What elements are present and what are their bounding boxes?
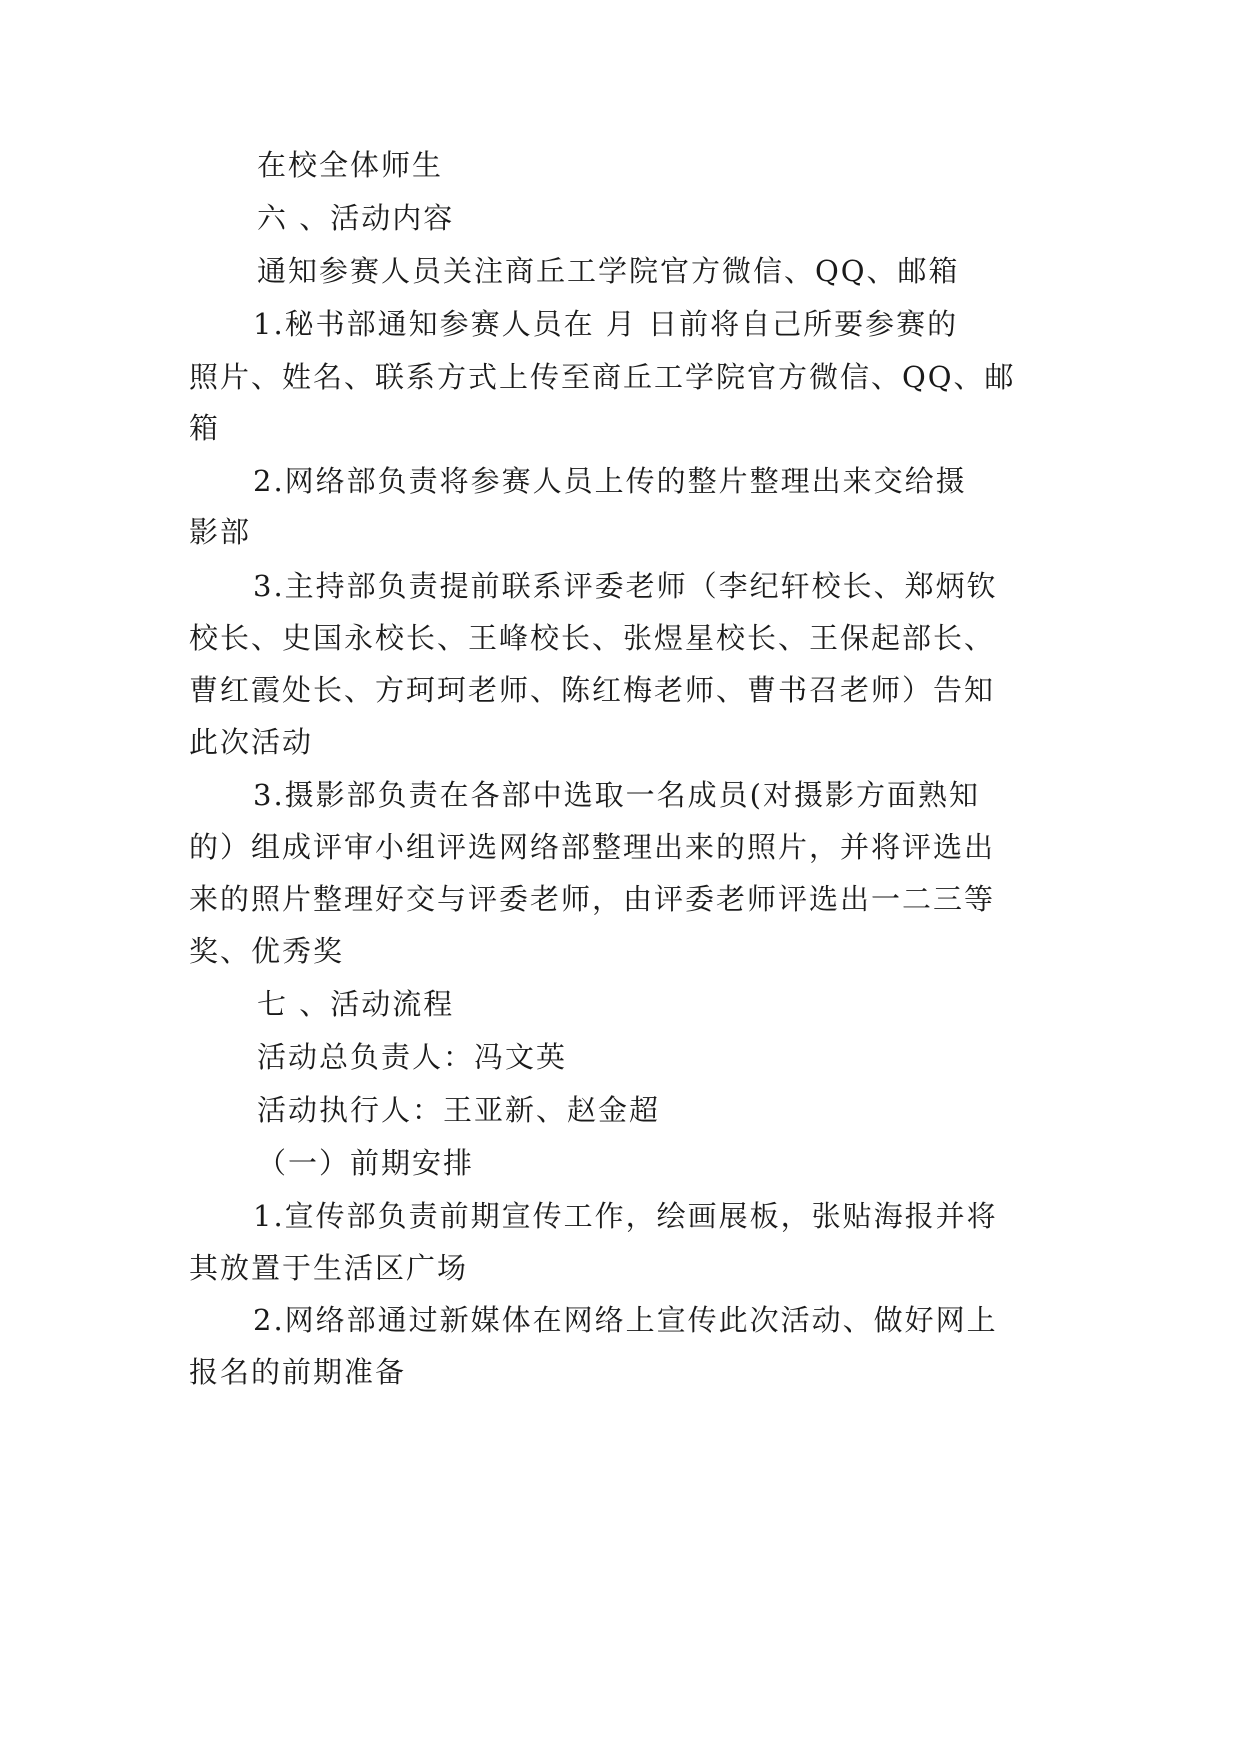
- prep-item-1-line-1: 1.宣传部负责前期宣传工作，绘画展板，张贴海报并将: [253, 1199, 998, 1233]
- item-1-line-1: 1.秘书部通知参赛人员在 月 日前将自己所要参赛的: [253, 307, 959, 341]
- executors-line: 活动执行人：王亚新、赵金超: [257, 1093, 661, 1127]
- prep-item-2-line-2: 报名的前期准备: [189, 1355, 407, 1389]
- item-3a-line-4: 此次活动: [189, 725, 314, 759]
- prep-item-2-line-1: 2.网络部通过新媒体在网络上宣传此次活动、做好网上: [253, 1303, 998, 1337]
- item-3a-line-1: 3.主持部负责提前联系评委老师（李纪轩校长、郑炳钦: [253, 569, 998, 603]
- item-3a-line-2: 校长、史国永校长、王峰校长、张煜星校长、王保起部长、: [189, 621, 996, 655]
- item-2-line-1: 2.网络部负责将参赛人员上传的整片整理出来交给摄: [253, 464, 967, 498]
- subsection-heading: （一）前期安排: [257, 1146, 475, 1180]
- section-six-heading: 六 、活动内容: [257, 201, 455, 235]
- item-3b-line-1: 3.摄影部负责在各部中选取一名成员(对摄影方面熟知: [253, 778, 980, 812]
- participants-line: 在校全体师生: [257, 148, 444, 182]
- item-1-line-3: 箱: [189, 411, 221, 445]
- section-seven-heading: 七 、活动流程: [257, 987, 455, 1021]
- item-2-line-2: 影部: [189, 515, 252, 549]
- notice-line: 通知参赛人员关注商丘工学院官方微信、QQ、邮箱: [257, 254, 960, 288]
- item-3b-line-3: 来的照片整理好交与评委老师，由评委老师评选出一二三等: [189, 882, 996, 916]
- lead-person-line: 活动总负责人：冯文英: [257, 1040, 568, 1074]
- item-3a-line-3: 曹红霞处长、方珂珂老师、陈红梅老师、曹书召老师）告知: [189, 673, 996, 707]
- item-1-line-2: 照片、姓名、联系方式上传至商丘工学院官方微信、QQ、邮: [189, 360, 1016, 394]
- item-3b-line-4: 奖、优秀奖: [189, 934, 345, 968]
- prep-item-1-line-2: 其放置于生活区广场: [189, 1251, 469, 1285]
- item-3b-line-2: 的）组成评审小组评选网络部整理出来的照片，并将评选出: [189, 830, 996, 864]
